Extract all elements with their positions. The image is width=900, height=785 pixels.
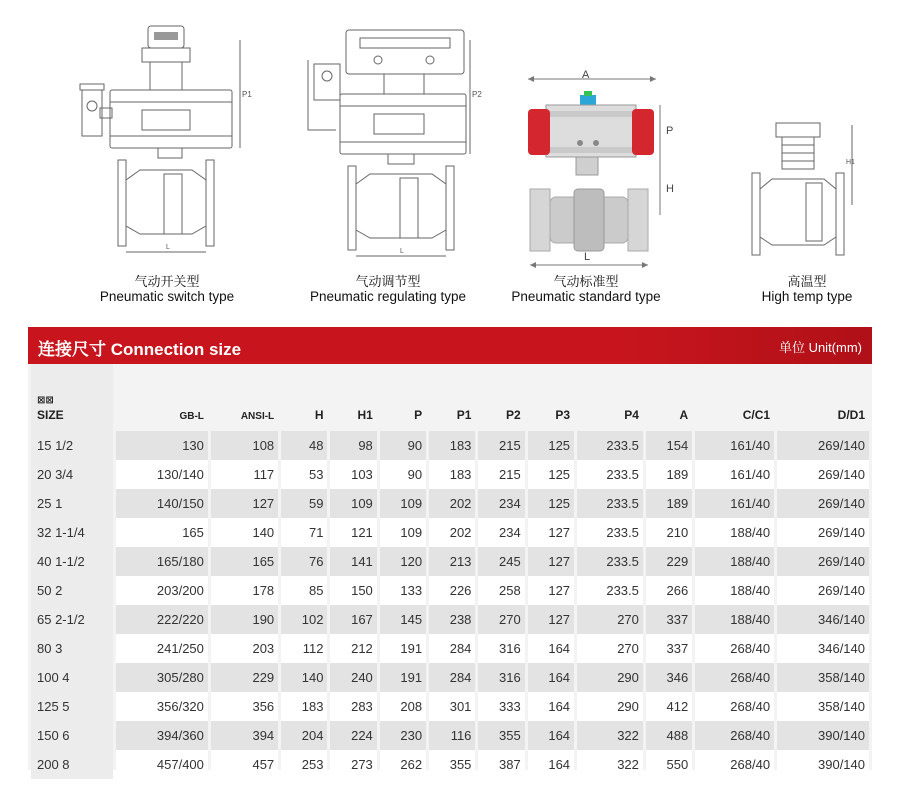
table-row (31, 547, 869, 576)
cell-size: 65 2-1/2 (31, 605, 113, 634)
cell-ansi-l: 203 (211, 634, 278, 663)
cell-p1: 213 (429, 547, 475, 576)
cell-h: 85 (281, 576, 327, 605)
cell-d-d1: 346/140 (777, 634, 869, 663)
cell-p4: 233.5 (577, 518, 643, 547)
header-c-c1: C/C1 (742, 408, 771, 422)
cell-c-c1: 161/40 (695, 431, 774, 460)
cell-gb-l: 140/150 (116, 489, 208, 518)
cell-a: 346 (646, 663, 692, 692)
cell-ansi-l: 394 (211, 721, 278, 750)
cell-h1: 224 (330, 721, 376, 750)
cell-h1: 283 (330, 692, 376, 721)
cell-d-d1: 269/140 (777, 489, 869, 518)
cell-gb-l: 241/250 (116, 634, 208, 663)
cell-p2: 355 (478, 721, 524, 750)
cell-gb-l: 130 (116, 431, 208, 460)
cell-ansi-l: 457 (211, 750, 278, 779)
cell-p2: 387 (478, 750, 524, 779)
cell-size: 25 1 (31, 489, 113, 518)
cell-p: 208 (380, 692, 426, 721)
cell-p2: 333 (478, 692, 524, 721)
cell-size: 15 1/2 (31, 431, 113, 460)
l-label-2: L (400, 248, 404, 255)
cell-h1: 212 (330, 634, 376, 663)
cell-p4: 233.5 (577, 431, 643, 460)
h-label: H (666, 183, 674, 195)
cell-ansi-l: 127 (211, 489, 278, 518)
cell-p: 90 (380, 431, 426, 460)
cell-h: 102 (281, 605, 327, 634)
cell-p3: 164 (528, 750, 574, 779)
cell-p3: 164 (528, 634, 574, 663)
cell-p3: 127 (528, 576, 574, 605)
header-ansi-l: ANSI-L (240, 411, 275, 422)
table-header-row (31, 364, 869, 431)
header-a: A (679, 408, 689, 422)
header-p2: P2 (506, 408, 521, 422)
cell-gb-l: 203/200 (116, 576, 208, 605)
table-row (31, 721, 869, 750)
cell-p4: 290 (577, 663, 643, 692)
size-icon: ⊠⊠ (37, 395, 54, 406)
cell-c-c1: 268/40 (695, 721, 774, 750)
cell-a: 337 (646, 634, 692, 663)
cell-size: 100 4 (31, 663, 113, 692)
cell-p: 109 (380, 518, 426, 547)
header-d-d1: D/D1 (837, 408, 865, 422)
h1-label: H1 (846, 159, 855, 166)
cell-d-d1: 269/140 (777, 547, 869, 576)
cell-ansi-l: 229 (211, 663, 278, 692)
cell-p: 90 (380, 460, 426, 489)
cell-ansi-l: 178 (211, 576, 278, 605)
cell-d-d1: 269/140 (777, 460, 869, 489)
dimension-table (28, 364, 872, 779)
cell-a: 210 (646, 518, 692, 547)
cell-p2: 316 (478, 663, 524, 692)
cell-a: 550 (646, 750, 692, 779)
p-label: P (666, 125, 674, 137)
cell-h: 112 (281, 634, 327, 663)
cell-h1: 150 (330, 576, 376, 605)
cell-p1: 301 (429, 692, 475, 721)
cell-p4: 233.5 (577, 576, 643, 605)
cell-d-d1: 358/140 (777, 663, 869, 692)
cell-p1: 238 (429, 605, 475, 634)
cell-size: 50 2 (31, 576, 113, 605)
p1-label: P1 (242, 90, 252, 99)
table-body (31, 431, 869, 779)
cell-gb-l: 457/400 (116, 750, 208, 779)
cell-c-c1: 188/40 (695, 576, 774, 605)
cell-c-c1: 268/40 (695, 663, 774, 692)
table-row (31, 605, 869, 634)
cell-c-c1: 161/40 (695, 489, 774, 518)
cell-ansi-l: 140 (211, 518, 278, 547)
cell-h1: 240 (330, 663, 376, 692)
cell-p3: 125 (528, 460, 574, 489)
cell-p4: 322 (577, 721, 643, 750)
cell-c-c1: 268/40 (695, 634, 774, 663)
cell-c-c1: 268/40 (695, 750, 774, 779)
cell-gb-l: 394/360 (116, 721, 208, 750)
header-h: H (314, 408, 324, 422)
cell-p4: 233.5 (577, 460, 643, 489)
cell-h1: 109 (330, 489, 376, 518)
header-size-label: SIZE (37, 408, 64, 422)
cell-h: 59 (281, 489, 327, 518)
cell-p3: 125 (528, 489, 574, 518)
header-p: P (414, 408, 423, 422)
cell-p2: 215 (478, 431, 524, 460)
cell-d-d1: 269/140 (777, 518, 869, 547)
table-row (31, 431, 869, 460)
cell-p1: 202 (429, 518, 475, 547)
cell-h1: 121 (330, 518, 376, 547)
cell-h: 140 (281, 663, 327, 692)
cell-ansi-l: 356 (211, 692, 278, 721)
table-row (31, 750, 869, 779)
cell-size: 150 6 (31, 721, 113, 750)
cell-d-d1: 269/140 (777, 576, 869, 605)
table-row (31, 489, 869, 518)
header-p1: P1 (456, 408, 472, 422)
standard-type-zh: 气动标准型 (553, 274, 619, 289)
cell-h1: 103 (330, 460, 376, 489)
cell-h: 71 (281, 518, 327, 547)
cell-a: 189 (646, 489, 692, 518)
cell-p3: 164 (528, 692, 574, 721)
cell-c-c1: 188/40 (695, 547, 774, 576)
cell-gb-l: 165 (116, 518, 208, 547)
cell-h: 48 (281, 431, 327, 460)
cell-d-d1: 269/140 (777, 431, 869, 460)
cell-a: 189 (646, 460, 692, 489)
cell-p1: 116 (429, 721, 475, 750)
cell-ansi-l: 117 (211, 460, 278, 489)
cell-h: 253 (281, 750, 327, 779)
cell-p4: 233.5 (577, 547, 643, 576)
cell-p2: 258 (478, 576, 524, 605)
cell-h1: 167 (330, 605, 376, 634)
cell-p1: 284 (429, 634, 475, 663)
cell-p3: 164 (528, 663, 574, 692)
a-label: A (582, 69, 590, 81)
cell-p3: 127 (528, 547, 574, 576)
standard-type-caption (476, 274, 696, 304)
cell-p3: 127 (528, 605, 574, 634)
cell-p2: 215 (478, 460, 524, 489)
connection-size-table (28, 364, 872, 770)
cell-d-d1: 346/140 (777, 605, 869, 634)
cell-a: 154 (646, 431, 692, 460)
cell-h1: 141 (330, 547, 376, 576)
switch-type-drawing (70, 20, 270, 265)
table-row (31, 634, 869, 663)
cell-size: 80 3 (31, 634, 113, 663)
header-size (31, 364, 113, 431)
cell-p4: 290 (577, 692, 643, 721)
cell-gb-l: 305/280 (116, 663, 208, 692)
cell-gb-l: 222/220 (116, 605, 208, 634)
cell-a: 412 (646, 692, 692, 721)
cell-p1: 202 (429, 489, 475, 518)
cell-p: 191 (380, 663, 426, 692)
cell-size: 20 3/4 (31, 460, 113, 489)
cell-ansi-l: 165 (211, 547, 278, 576)
cell-h: 183 (281, 692, 327, 721)
table-row (31, 518, 869, 547)
cell-p4: 270 (577, 605, 643, 634)
high-temp-type-en: High temp type (761, 289, 853, 304)
cell-size: 125 5 (31, 692, 113, 721)
cell-gb-l: 165/180 (116, 547, 208, 576)
cell-ansi-l: 190 (211, 605, 278, 634)
cell-a: 488 (646, 721, 692, 750)
p2-label: P2 (472, 90, 482, 99)
cell-p: 120 (380, 547, 426, 576)
regulating-type-en: Pneumatic regulating type (309, 289, 467, 304)
cell-p: 145 (380, 605, 426, 634)
banner-title: 连接尺寸 Connection size (38, 340, 242, 359)
cell-p2: 234 (478, 489, 524, 518)
cell-h1: 98 (330, 431, 376, 460)
l-label: L (166, 244, 170, 251)
l-label-3: L (584, 251, 591, 263)
header-gb-l: GB-L (179, 411, 204, 422)
cell-p1: 226 (429, 576, 475, 605)
product-illustrations (0, 0, 900, 310)
cell-size: 200 8 (31, 750, 113, 779)
cell-p: 109 (380, 489, 426, 518)
cell-d-d1: 390/140 (777, 750, 869, 779)
cell-a: 229 (646, 547, 692, 576)
cell-size: 32 1-1/4 (31, 518, 113, 547)
cell-p1: 284 (429, 663, 475, 692)
cell-p1: 183 (429, 431, 475, 460)
cell-gb-l: 356/320 (116, 692, 208, 721)
cell-a: 337 (646, 605, 692, 634)
cell-p4: 322 (577, 750, 643, 779)
cell-p: 133 (380, 576, 426, 605)
table-row (31, 663, 869, 692)
standard-type-drawing (520, 65, 700, 270)
header-h1: H1 (357, 408, 373, 422)
switch-type-zh: 气动开关型 (134, 274, 200, 289)
connection-size-banner (28, 327, 872, 364)
high-temp-type-drawing (740, 115, 860, 265)
cell-d-d1: 358/140 (777, 692, 869, 721)
cell-d-d1: 390/140 (777, 721, 869, 750)
cell-p3: 125 (528, 431, 574, 460)
cell-p1: 355 (429, 750, 475, 779)
cell-p4: 233.5 (577, 489, 643, 518)
high-temp-type-caption (697, 274, 900, 304)
switch-type-en: Pneumatic switch type (99, 289, 235, 304)
cell-size: 40 1-1/2 (31, 547, 113, 576)
cell-p2: 234 (478, 518, 524, 547)
regulating-type-drawing (300, 20, 500, 265)
cell-p4: 270 (577, 634, 643, 663)
cell-p: 230 (380, 721, 426, 750)
cell-p2: 245 (478, 547, 524, 576)
cell-p2: 270 (478, 605, 524, 634)
cell-p: 262 (380, 750, 426, 779)
cell-gb-l: 130/140 (116, 460, 208, 489)
cell-h: 53 (281, 460, 327, 489)
header-p3: P3 (555, 408, 571, 422)
regulating-type-zh: 气动调节型 (355, 274, 421, 289)
table-row (31, 576, 869, 605)
cell-h1: 273 (330, 750, 376, 779)
cell-c-c1: 161/40 (695, 460, 774, 489)
cell-p3: 164 (528, 721, 574, 750)
high-temp-type-zh: 高温型 (787, 274, 827, 289)
switch-type-caption (57, 274, 277, 304)
cell-ansi-l: 108 (211, 431, 278, 460)
cell-h: 204 (281, 721, 327, 750)
banner-unit: 单位 Unit(mm) (778, 340, 862, 355)
standard-type-en: Pneumatic standard type (511, 289, 661, 304)
cell-p1: 183 (429, 460, 475, 489)
header-p4: P4 (624, 408, 639, 422)
cell-p3: 127 (528, 518, 574, 547)
cell-p: 191 (380, 634, 426, 663)
cell-h: 76 (281, 547, 327, 576)
table-row (31, 692, 869, 721)
cell-c-c1: 188/40 (695, 605, 774, 634)
table-row (31, 460, 869, 489)
cell-c-c1: 268/40 (695, 692, 774, 721)
cell-p2: 316 (478, 634, 524, 663)
regulating-type-caption (278, 274, 498, 304)
cell-c-c1: 188/40 (695, 518, 774, 547)
cell-a: 266 (646, 576, 692, 605)
